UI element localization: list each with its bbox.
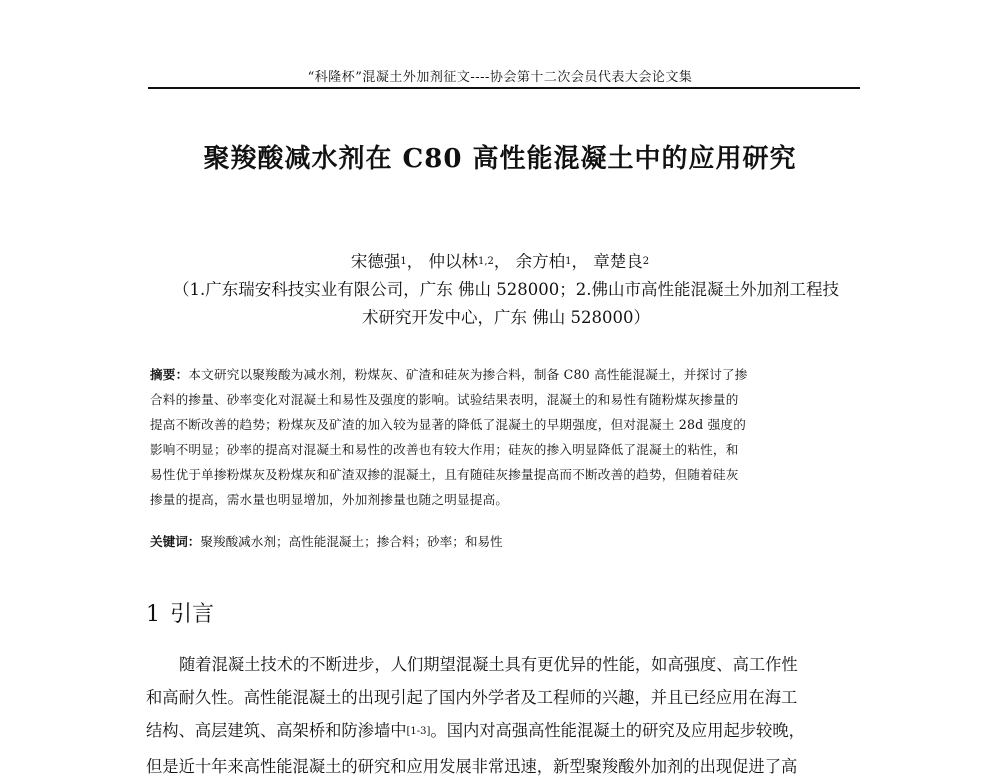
citation-mark: [1-3] [406,726,431,737]
author-name: 章楚良 [593,252,643,271]
abstract-label: 摘要： [150,367,189,382]
body-line [146,714,862,750]
author-name: 仲以林 [428,252,478,271]
abstract-line: 易性优于单掺粉煤灰及粉煤灰和矿渣双掺的混凝土，且有随硅灰掺量提高而不断改善的趋势，但随着硅灰 [150,467,739,482]
abstract-text: 本文研究以聚羧酸为减水剂，粉煤灰、矿渣和硅灰为掺合料，制备 C80 高性能混凝土，并探讨了掺 [188,367,748,382]
author-affiliation-mark: 1,2 [477,256,494,267]
author-affiliation-mark: 1 [565,256,572,267]
author-separator: ， [571,252,589,271]
section-number: 1 [146,602,160,627]
keywords-text: 聚羧酸减水剂；高性能混凝土；掺合料；砂率；和易性 [200,534,503,549]
body-line: 但是近十年来高性能混凝土的研究和应用发展非常迅速，新型聚羧酸外加剂的出现促进了高 [146,757,798,776]
author-affiliation-mark: 2 [642,256,650,267]
abstract-line: 合料的掺量、砂率变化对混凝土和易性及强度的影响。试验结果表明，混凝土的和易性有随粉煤灰掺量的 [150,392,739,407]
abstract-line [150,362,856,387]
body-text [146,648,862,783]
body-text-segment: 。国内对高强高性能混凝土的研究及应用起步较晚， [430,721,805,740]
body-line: 和高耐久性。高性能混凝土的出现引起了国内外学者及工程师的兴趣，并且已经应用在海工 [146,688,798,707]
abstract [150,362,856,512]
author-list [0,248,1000,272]
author-name: 余方柏 [515,252,566,271]
author-separator: ， [493,252,511,271]
keywords-label: 关键词： [150,534,201,549]
abstract-line: 影响不明显；砂率的提高对混凝土和易性的改善也有较大作用；硅灰的掺入明显降低了混凝土的粘性，和 [150,442,739,457]
author-separator: ， [406,252,424,271]
body-text-segment: 结构、高层建筑、高架桥和防渗墙中 [146,721,407,740]
body-line: 随着混凝土技术的不断进步，人们期望混凝土具有更优异的性能，如高强度、高工作性 [179,655,798,674]
header-rule [148,87,860,89]
abstract-line: 掺量的提高，需水量也明显增加，外加剂掺量也随之明显提高。 [150,492,509,507]
section-heading [146,597,214,628]
running-header: “科隆杯”混凝土外加剂征文----协会第十二次会员代表大会论文集 [307,70,693,85]
author-affiliation-mark: 1 [400,256,407,267]
abstract-line: 提高不断改善的趋势；粉煤灰及矿渣的加入较为显著的降低了混凝土的早期强度，但对混凝土 28d 强度的 [150,417,747,432]
author-name: 宋德强 [350,252,401,271]
affiliation-line: （1.广东瑞安科技实业有限公司，广东 佛山 528000；2.佛山市高性能混凝土外加剂工程技 [173,280,839,299]
paper-title: 聚羧酸减水剂在 C80 高性能混凝土中的应用研究 [203,144,797,174]
affiliation-line: 术研究开发中心，广东 佛山 528000） [362,308,650,327]
keywords [150,531,856,550]
section-title: 引言 [170,602,215,627]
